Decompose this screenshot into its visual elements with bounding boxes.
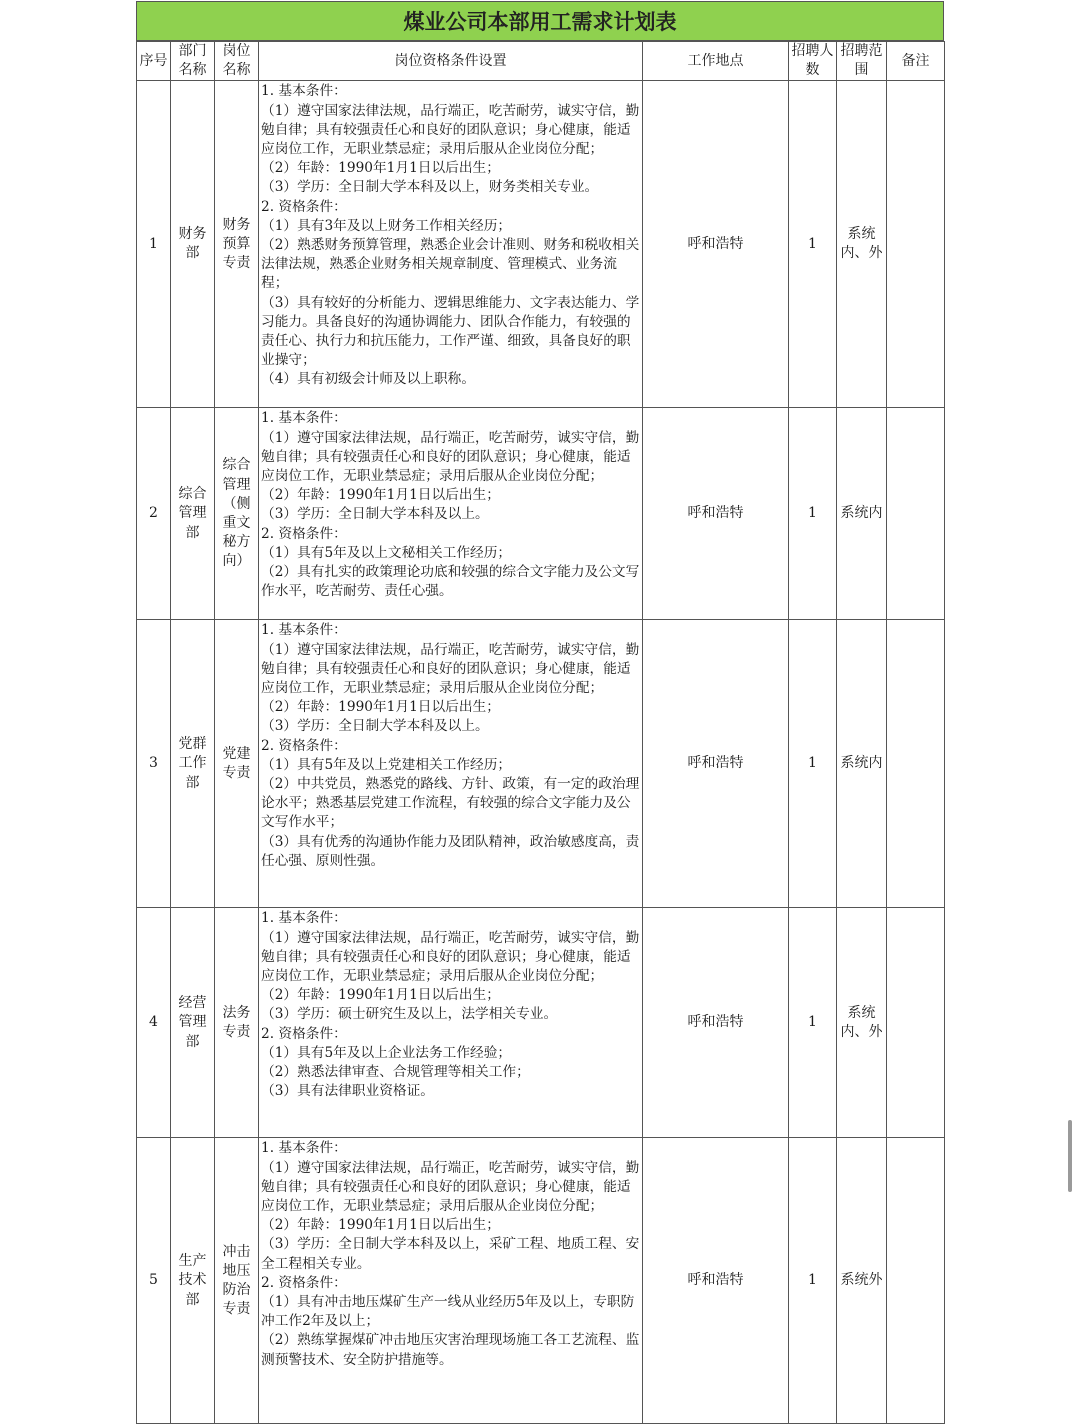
cell-location: 呼和浩特 — [643, 81, 789, 408]
cell-position: 法务专责 — [215, 908, 259, 1138]
cell-location: 呼和浩特 — [643, 620, 789, 908]
cell-seq: 3 — [137, 620, 171, 908]
cell-count: 1 — [789, 408, 837, 620]
cell-remarks — [887, 620, 945, 908]
header-row — [137, 42, 945, 81]
header-scope: 招聘范围 — [837, 42, 887, 81]
cell-count: 1 — [789, 81, 837, 408]
cell-remarks — [887, 1138, 945, 1424]
header-position: 岗位名称 — [215, 42, 259, 81]
cell-requirements: 1. 基本条件： （1）遵守国家法律法规，品行端正，吃苦耐劳，诚实守信，勤勉自律；具有较强责任心和良好的团队意识；身心健康，能适应岗位工作，无职业禁忌症；录用后服从企业岗位分配； （2）年龄：1990年1月1日以后出生； （3）学历：全日制大学本科及以上。 2. 资格条件： （1）具有5年及以上党建相关工作经历； （2）中共党员，熟悉党的路线、方针、政策，有一定的政治理论水平；熟悉基层党建工作流程，有较强的综合文字能力及公文写作水平； （3）具有优秀的沟通协作能力及团队精神，政治敏感度高，责任心强、原则性强。 — [259, 620, 643, 908]
cell-scope: 系统外 — [837, 1138, 887, 1424]
header-seq: 序号 — [137, 42, 171, 81]
table-row — [137, 81, 945, 408]
cell-count: 1 — [789, 1138, 837, 1424]
cell-dept: 经营管理部 — [171, 908, 215, 1138]
cell-dept: 生产技术部 — [171, 1138, 215, 1424]
cell-count: 1 — [789, 620, 837, 908]
cell-scope: 系统内 — [837, 620, 887, 908]
cell-scope: 系统内、外 — [837, 81, 887, 408]
cell-location: 呼和浩特 — [643, 1138, 789, 1424]
cell-position: 冲击地压防治专责 — [215, 1138, 259, 1424]
cell-seq: 5 — [137, 1138, 171, 1424]
header-remarks: 备注 — [887, 42, 945, 81]
cell-dept: 财务部 — [171, 81, 215, 408]
cell-location: 呼和浩特 — [643, 408, 789, 620]
cell-seq: 2 — [137, 408, 171, 620]
table-row — [137, 1138, 945, 1424]
scrollbar-thumb[interactable] — [1068, 1120, 1072, 1192]
cell-requirements: 1. 基本条件： （1）遵守国家法律法规，品行端正，吃苦耐劳，诚实守信，勤勉自律；具有较强责任心和良好的团队意识；身心健康，能适应岗位工作，无职业禁忌症；录用后服从企业岗位分配； （2）年龄：1990年1月1日以后出生； （3）学历：全日制大学本科及以上，采矿工程、地质工程、安全工程相关专业。 2. 资格条件： （1）具有冲击地压煤矿生产一线从业经历5年及以上，专职防冲工作2年及以上； （2）熟练掌握煤矿冲击地压灾害治理现场施工各工艺流程、监测预警技术、安全防护措施等。 — [259, 1138, 643, 1424]
cell-remarks — [887, 81, 945, 408]
cell-position: 财务预算专责 — [215, 81, 259, 408]
table-row — [137, 908, 945, 1138]
cell-requirements: 1. 基本条件： （1）遵守国家法律法规，品行端正，吃苦耐劳，诚实守信，勤勉自律；具有较强责任心和良好的团队意识；身心健康，能适应岗位工作，无职业禁忌症；录用后服从企业岗位分配； （2）年龄：1990年1月1日以后出生； （3）学历：全日制大学本科及以上，财务类相关专业。 2. 资格条件： （1）具有3年及以上财务工作相关经历； （2）熟悉财务预算管理，熟悉企业会计准则、财务和税收相关法律法规，熟悉企业财务相关规章制度、管理模式、业务流程； （3）具有较好的分析能力、逻辑思维能力、文字表达能力、学习能力。具备良好的沟通协调能力、团队合作能力，有较强的责任心、执行力和抗压能力，工作严谨、细致，具备良好的职业操守； （4）具有初级会计师及以上职称。 — [259, 81, 643, 408]
cell-seq: 4 — [137, 908, 171, 1138]
cell-scope: 系统内、外 — [837, 908, 887, 1138]
header-requirements: 岗位资格条件设置 — [259, 42, 643, 81]
cell-requirements: 1. 基本条件： （1）遵守国家法律法规，品行端正，吃苦耐劳，诚实守信，勤勉自律；具有较强责任心和良好的团队意识；身心健康，能适应岗位工作，无职业禁忌症；录用后服从企业岗位分配； （2）年龄：1990年1月1日以后出生； （3）学历：全日制大学本科及以上。 2. 资格条件： （1）具有5年及以上文秘相关工作经历； （2）具有扎实的政策理论功底和较强的综合文字能力及公文写作水平，吃苦耐劳、责任心强。 — [259, 408, 643, 620]
header-count: 招聘人数 — [789, 42, 837, 81]
cell-requirements: 1. 基本条件： （1）遵守国家法律法规，品行端正，吃苦耐劳，诚实守信，勤勉自律；具有较强责任心和良好的团队意识；身心健康，能适应岗位工作，无职业禁忌症；录用后服从企业岗位分配； （2）年龄：1990年1月1日以后出生； （3）学历：硕士研究生及以上，法学相关专业。 2. 资格条件： （1）具有5年及以上企业法务工作经验； （2）熟悉法律审查、合规管理等相关工作； （3）具有法律职业资格证。 — [259, 908, 643, 1138]
cell-position: 党建专责 — [215, 620, 259, 908]
table-row — [137, 408, 945, 620]
header-dept: 部门名称 — [171, 42, 215, 81]
cell-seq: 1 — [137, 81, 171, 408]
cell-scope: 系统内 — [837, 408, 887, 620]
recruitment-plan-sheet — [136, 1, 944, 1424]
cell-remarks — [887, 908, 945, 1138]
cell-location: 呼和浩特 — [643, 908, 789, 1138]
cell-remarks — [887, 408, 945, 620]
header-location: 工作地点 — [643, 42, 789, 81]
recruitment-table — [136, 41, 945, 1424]
cell-dept: 综合管理部 — [171, 408, 215, 620]
table-title: 煤业公司本部用工需求计划表 — [136, 1, 944, 41]
table-row — [137, 620, 945, 908]
cell-count: 1 — [789, 908, 837, 1138]
cell-position: 综合管理（侧重文秘方向） — [215, 408, 259, 620]
cell-dept: 党群工作部 — [171, 620, 215, 908]
